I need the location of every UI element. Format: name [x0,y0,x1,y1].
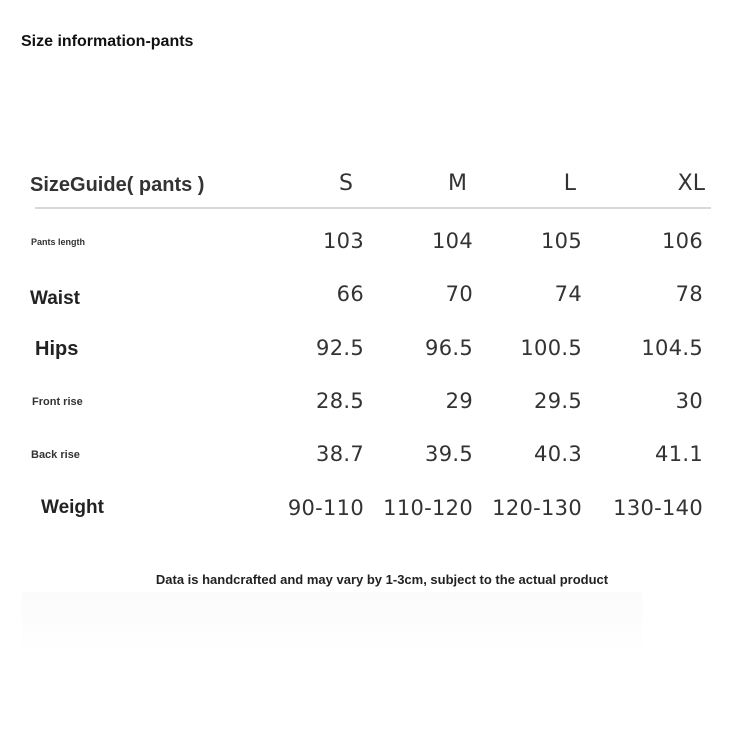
value-waist-m: 70 [445,282,473,306]
value-back-rise-l: 40.3 [534,442,582,466]
value-hips-s: 92.5 [316,336,364,360]
value-weight-s: 90-110 [287,496,364,520]
value-pants-length-l: 105 [541,229,582,253]
decorative-band [22,592,642,654]
row-label-pants-length: Pants length [31,237,86,247]
row-label-hips: Hips [35,338,79,360]
value-pants-length-s: 103 [323,229,364,253]
value-hips-l: 100.5 [520,336,582,360]
value-waist-xl: 78 [675,282,703,306]
disclaimer-note: Data is handcrafted and may vary by 1-3cm, subject to the actual product [155,572,609,587]
value-hips-xl: 104.5 [641,336,703,360]
row-label-weight: Weight [41,497,104,518]
row-label-back-rise: Back rise [31,449,80,461]
size-header-m: M [448,171,467,196]
size-header-xl: XL [677,171,705,196]
table-title: SizeGuide( pants ) [30,174,205,196]
value-back-rise-m: 39.5 [425,442,473,466]
header-divider [35,207,711,209]
value-waist-l: 74 [554,282,582,306]
value-front-rise-m: 29 [445,389,473,413]
page-title: Size information-pants [21,33,194,50]
value-weight-l: 120-130 [492,496,582,520]
value-hips-m: 96.5 [425,336,473,360]
value-weight-xl: 130-140 [613,496,703,520]
row-label-front-rise: Front rise [32,396,83,408]
value-front-rise-s: 28.5 [316,389,364,413]
size-header-l: L [563,171,576,196]
value-pants-length-xl: 106 [662,229,703,253]
value-weight-m: 110-120 [383,496,473,520]
value-front-rise-xl: 30 [675,389,703,413]
value-back-rise-s: 38.7 [316,442,364,466]
row-label-waist: Waist [30,288,80,309]
value-front-rise-l: 29.5 [534,389,582,413]
value-waist-s: 66 [336,282,364,306]
size-header-s: S [339,171,353,196]
value-back-rise-xl: 41.1 [655,442,703,466]
value-pants-length-m: 104 [432,229,473,253]
